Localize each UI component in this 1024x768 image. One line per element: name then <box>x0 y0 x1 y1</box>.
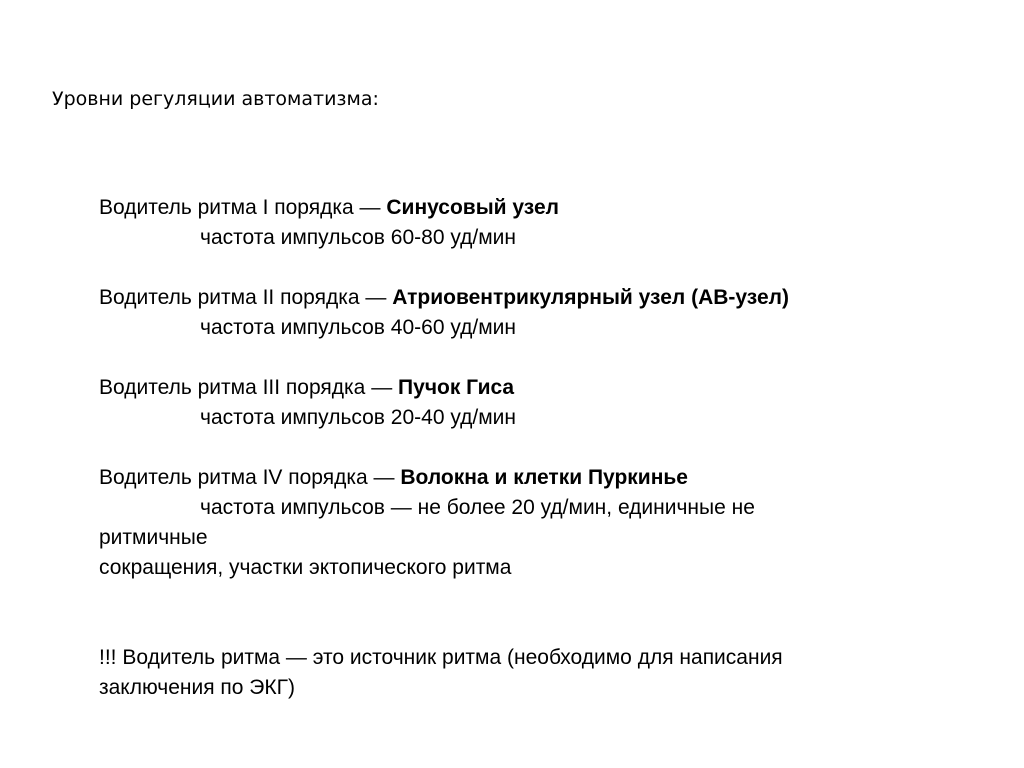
pacemaker-3-heading <box>99 373 979 403</box>
pacemaker-2-frequency: частота импульсов 40-60 уд/мин <box>200 316 516 339</box>
pacemaker-2-prefix: Водитель ритма II порядка — <box>99 286 393 309</box>
pacemaker-1-name: Синусовый узел <box>386 196 559 219</box>
pacemaker-4-frequency: частота импульсов — не более 20 уд/мин, единичные не <box>200 496 755 519</box>
pacemaker-1-heading <box>99 193 979 223</box>
pacemaker-list <box>99 193 979 703</box>
slide-title: Уровни регуляции автоматизма: <box>52 88 379 110</box>
pacemaker-1-frequency: частота импульсов 60-80 уд/мин <box>200 226 516 249</box>
pacemaker-4-frequency-cont-1: ритмичные <box>99 526 208 549</box>
pacemaker-1-prefix: Водитель ритма I порядка — <box>99 196 387 219</box>
pacemaker-3-frequency: частота импульсов 20-40 уд/мин <box>200 406 516 429</box>
pacemaker-3-prefix: Водитель ритма III порядка — <box>99 376 399 399</box>
pacemaker-2-heading <box>99 283 979 313</box>
pacemaker-4-frequency-cont-2: сокращения, участки эктопического ритма <box>99 556 512 579</box>
pacemaker-4-prefix: Водитель ритма IV порядка — <box>99 466 401 489</box>
pacemaker-4-name: Волокна и клетки Пуркинье <box>400 466 688 489</box>
pacemaker-3-name: Пучок Гиса <box>398 376 515 399</box>
pacemaker-4-heading <box>99 463 979 493</box>
note-line-1: !!! Водитель ритма — это источник ритма (необходимо для написания <box>99 646 783 669</box>
note-line-2: заключения по ЭКГ) <box>99 676 296 699</box>
pacemaker-2-name: Атриовентрикулярный узел (АВ-узел) <box>392 286 789 309</box>
